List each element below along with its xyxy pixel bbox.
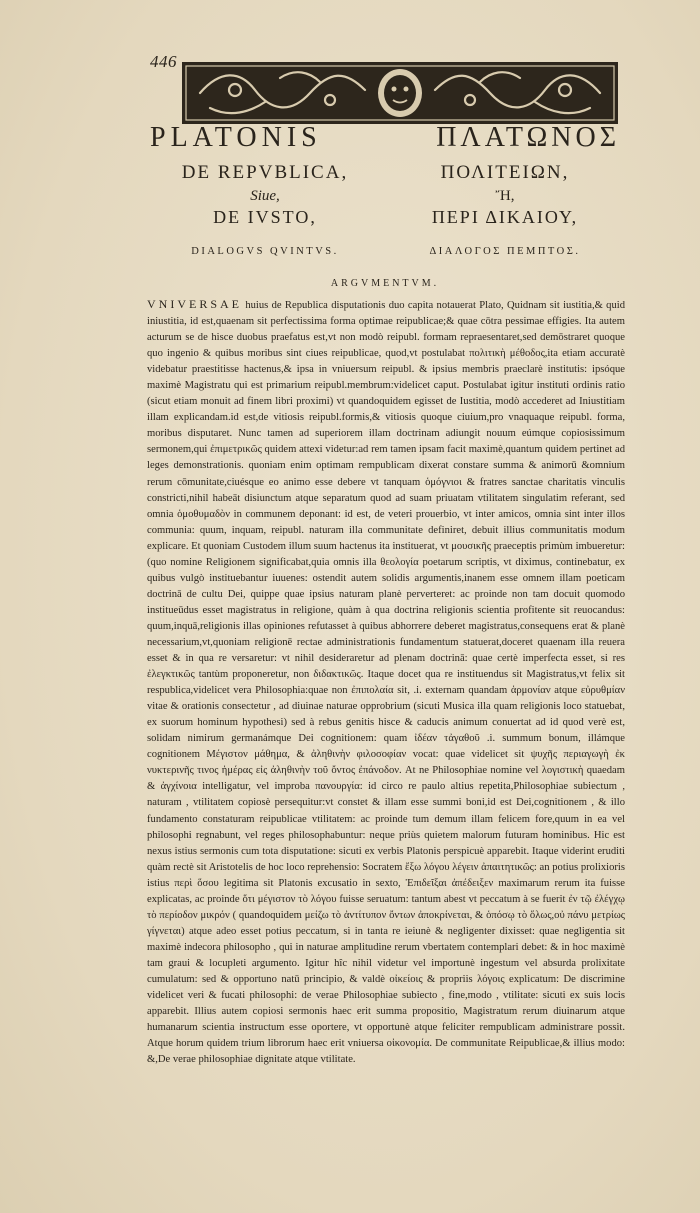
greek-dialogue-number: ΔΙΑΛΟΓΟΣ ΠΕΜΠΤΟΣ. <box>429 246 581 257</box>
opening-word: VNIVERSAE <box>147 297 242 311</box>
greek-conjunction: Ἤ, <box>495 188 515 204</box>
title-line-2 <box>150 162 620 184</box>
argument-body <box>147 296 625 1068</box>
greek-subtitle: ΠΟΛΙΤΕΙΩΝ, <box>440 162 570 183</box>
page-number: 446 <box>150 52 177 71</box>
latin-topic: DE IVSTO, <box>213 207 317 227</box>
argument-heading: ARGVMENTVM. <box>330 278 440 289</box>
latin-subtitle: DE REPVBLICA, <box>181 162 349 183</box>
paragraph-text: huius de Republica disputationis duo capita notauerat Plato, Quidnam sit iustitia,& quid iniustitia, id est,quaenam sit perfectissima forma optimae reipublicae;& quae cōtra pessimae effigies. Ita autem acturum se de hisce duobus praefatus est,vt non modò reipubl. formam repraesentaret,sed demōstraret quoque quo ingenio & quibus moribus sint ciues reipublicae, quod,vt postulabat πολιτικὴ μέθοδος,ita etiam accuratè videbatur praestitisse hactenus,& ipsa in vniuersum reipubl. & ipsius membris praeclarè institutis: ipsóque maximè Magistratu qui est primarium reipubl.membrum:videlicet caput. Postulabat igitur instituti ordinis ratio (sicut etiam monuit ad finem libri proximi) vt quandoquidem egisset de Iustitia, modò accederet ad Iniustitiam illam explicandam.id est,de vitiosis reipubl.formis,& vitiosis quoque ciuium,pro vnaquaque reipubl. forma, moribus disputaret. Nunc tamen ad superiorem illam doctrinam adiungit nouum eúmque copiosissimum sermonem,qui ἐπιμετρικῶς quidem attexi videtur:ad rem tamen ipsam facit maximè,quantum quidem pertinet ad leges demonstrationis. quoniam enim optimam rempublicam dixerat constare summa & animorū &omnium rerum cōmunitate,ciuésque eo animo esse debere vt tanquam ὁμόγνιοι & fratres sanctae charitatis vinculis constricti,nihil habeāt disiunctum atque separatum quod ad suam priuatam vtilitatem singulatim referant, sed omnia ὁμοθυμαδὸν in communem deponant: id est, de veteri prouerbio, vt inter amicos, omnia sint inter illos communia: quum, inquam, reipubl. naturam illa communitate definiret, debuit illius communitatis modum explicare. Et quoniam Custodem illum suum hactenus ita instituerat, vt μουσικῆς praeceptis primùm imbueretur:(quo nomine Religionem significabat,quia omnis illa θεολογία poetarum scriptis, vt diximus, continebatur, ex quibus vulgò instituebantur iuuenes: ostendit autem solidis argumentis,inanem esse omnem illam poeticam doctrinā de cultu Dei, quippe quae ipsius naturam planè perverteret: ac proinde non tam docuit quomodo institueūdus esset magistratus in religione, quàm à qua doctrina religionis scientia profitente sit reuocandus: quum,inquā,religionis illas opiniones refutasset à quibus abhorrere deberet magistratus,consequens erat & planè necessarium,vt,quoniam religionē rectae administrationis fundamentum statuerat,doceret quaenam illa reuera esset & in qua re versaretur: vt nihil desideraretur ad plenam doctrinā: quae certè imperfecta esset, si res ἐλεγκτικῶς tantùm proponeretur, non διδακτικῶς. Itaque docet qua re instituendus sit Magistratus,vt felix sit respublica,videlicet vera Philosophia:quae non ἐπιπολαία sit, .i. externam quandam ἁρμονίαν atque εὐρυθμίαν vitae & orationis consectetur , ad diuinae naturae opprobrium (sicuti Musica illa quam religionis loco statuebat, ex suorum hominum hypothesi) sed à rebus genitis hisce & caducis animum conuertat ad id quod verè est, solidam nimirum germanámque Dei cognitionem: quam ἰδέαν τἀγαθοῦ .i. summum bonum, illámque cognitionem Μέγιστον μάθημα, & ἀληθινὴν φιλοσοφίαν vocat: quae videlicet sit ψυχῆς περιαγωγὴ ἐκ νυκτερινῆς τινος ἡμέρας εἰς ἀληθινὴν τοῦ ὄντος ἐπάνοδον. At ne Philosophiae nomine vel λογιστικὴ quaedam & ἀγχίνοια intelligatur, vel improba πανουργία: id circo re paulo altius repetita,Philosophiae subiectum , naturam , vtilitatem copiosè persequitur:vt constet & illam esse summi boni,id est Dei,cognitionem , & illo fundamento constaturam reipublicae vtilitatem: ac proinde tum demum illam felicem fore,quum in ea vel philosophi regnabunt, vel reges philosophabuntur: neque priùs quietem malorum futuram hominibus. Hic est nexus istius sermonis cum tota disputatione: sicuti ex verbis Platonis perspicuè apparebit. Itaque viderint eruditi quàm rectè sit Aristotelis de hoc loco reprehensio: Socratem ἔξω λόγου λέγειν ἀπαιτητικῶς: an potius prolixioris istius περὶ ὅσου legitima sit Platonis excusatio in sexto, Ἐπιδεῖξαι ἀπέδειξεν maximarum rerum ita fuisse explicatas, ac proinde ὅτι μέγιστον τὸ λόγου fuisse seruatum: tantum abest vt peccatum à se fuerit ἐν τῷ ἐλέγχῳ τὸ περίοδον μικρόν ( quandoquidem μείζω τὸ ἀντίτυπον ὄντων ἀποκρίνεται, & ὁπόσῳ τὸ ὅλως,οὐ πάνυ μετρίως γίγνεται) atque adeo esset potius peccatum, si in tanta re ieiunè & negligenter dixisset: quae negligentia sit maximè indecora philosopho , qui in naturae amplitudine rerum vbertatem contemplari debet: & in hoc maximè tam graui & locupleti argumento. Igitur hîc nihil videtur vel importunè ingestum vel absurda prolixitate cumulatum: sed & opportuno natū principio, & valdè οἰκείοις & propriis λόγοις explicatum: De discrimine videlicet veri & fucati philosophi: de verae Philosophiae subiecto , fine,modo , vtilitate: sicuti ex suis locis apparebit. Illius autem copiosi sermonis haec erit summa propositio, Magistratum rerum diuinarum atque humanarum scientia instructum esse oportere, vt opportunè atque feliciter rempublicam administrare possit. Atque horum quidem trium librorum haec erit vniuersa οἰκονομία. De communitate Reipublicae,& illius modo: &,De verae philosophiae dignitate atque vtilitate. <box>147 300 625 1066</box>
greek-topic: ΠΕΡΙ ΔΙΚΑΙΟΥ, <box>431 207 579 227</box>
title-line-5 <box>150 246 620 257</box>
title-line-4 <box>150 207 620 228</box>
title-line-1 <box>150 122 620 154</box>
title-line-3 <box>150 188 620 205</box>
latin-dialogue-number: DIALOGVS QVINTVS. <box>191 246 339 257</box>
latin-title: PLATONIS <box>150 122 322 153</box>
greek-title: ΠΛΑΤΩΝΟΣ <box>436 122 620 153</box>
argument-paragraph <box>147 296 625 1068</box>
ornamental-headpiece <box>180 60 620 126</box>
latin-conjunction: Siue, <box>250 188 280 204</box>
